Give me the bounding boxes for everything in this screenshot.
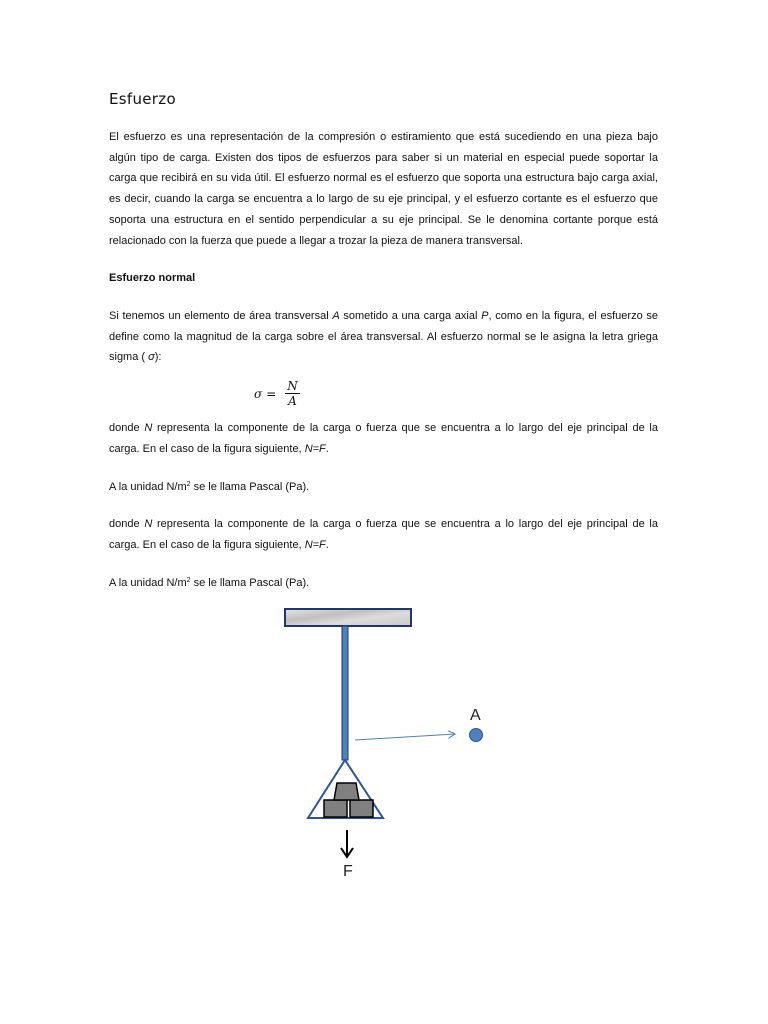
superscript: 2 [186, 577, 191, 584]
text-span: se le llama Pascal (Pa). [190, 577, 310, 589]
var-nf: N=F [304, 538, 326, 551]
page-title: Esfuerzo [109, 90, 176, 108]
vertical-bar [342, 626, 348, 760]
var-n: N [144, 518, 153, 530]
formula-numerator: N [287, 379, 298, 393]
text-span: A la unidad N/m [109, 577, 187, 589]
var-nf: N=F [304, 442, 326, 455]
text-span: donde [109, 518, 145, 530]
pointer-line [355, 734, 455, 740]
text-span: Si tenemos un elemento de área transversal [109, 310, 333, 322]
var-p: P [481, 310, 489, 322]
point-a-label: A [470, 707, 481, 724]
text-span: representa la componente de la carga o fuerza que se encuentra a lo largo del eje principal de la carga. En el caso de la figura siguiente, [109, 518, 658, 551]
intro-paragraph: El esfuerzo es una representación de la compresión o estiramiento que está sucediendo en una pieza bajo algún tipo de carga. Existen dos tipos de esfuerzos para saber si un material en especial puede soportar la carga que recibirá en su vida útil. El esfuerzo normal es el esfuerzo que soporta una estructura bajo carga axial, es decir, cuando la carga se encuentra a lo largo de su eje principal, y el esfuerzo cortante es el esfuerzo que soporta una estructura en el sentido perpendicular a su eje principal. Se le denomina cortante porque está relacionado con la fuerza que puede a llegar a trozar la pieza de manera transversal. [109, 131, 658, 247]
weight-block [334, 783, 359, 800]
var-n: N [144, 422, 153, 434]
formula-sigma: σ [254, 386, 263, 401]
formula-denominator: A [288, 394, 297, 408]
text-span: se le llama Pascal (Pa). [190, 481, 310, 493]
text-span: ): [154, 351, 162, 364]
text-span: . [325, 538, 329, 551]
text-span: sometido a una carga axial [339, 310, 482, 322]
force-label: F [343, 863, 353, 880]
point-a [470, 729, 483, 742]
weight-block [350, 800, 373, 817]
ceiling-support [285, 609, 411, 626]
text-span: , como en la figura, el esfuerzo se define como la magnitud de la carga sobre el área transversal. Al esfuerzo normal se le asigna la letra griega sigma ( [109, 310, 658, 364]
weight-block [324, 800, 347, 817]
superscript: 2 [186, 481, 191, 488]
formula-equals: = [266, 386, 277, 401]
sigma-symbol: σ [148, 351, 155, 364]
text-span: representa la componente de la carga o fuerza que se encuentra a lo largo del eje principal de la carga. En el caso de la figura siguiente, [109, 422, 658, 455]
text-span: donde [109, 422, 145, 434]
section-heading: Esfuerzo normal [109, 272, 196, 284]
text-span: . [325, 442, 329, 455]
var-a: A [332, 310, 340, 322]
text-span: A la unidad N/m [109, 481, 187, 493]
